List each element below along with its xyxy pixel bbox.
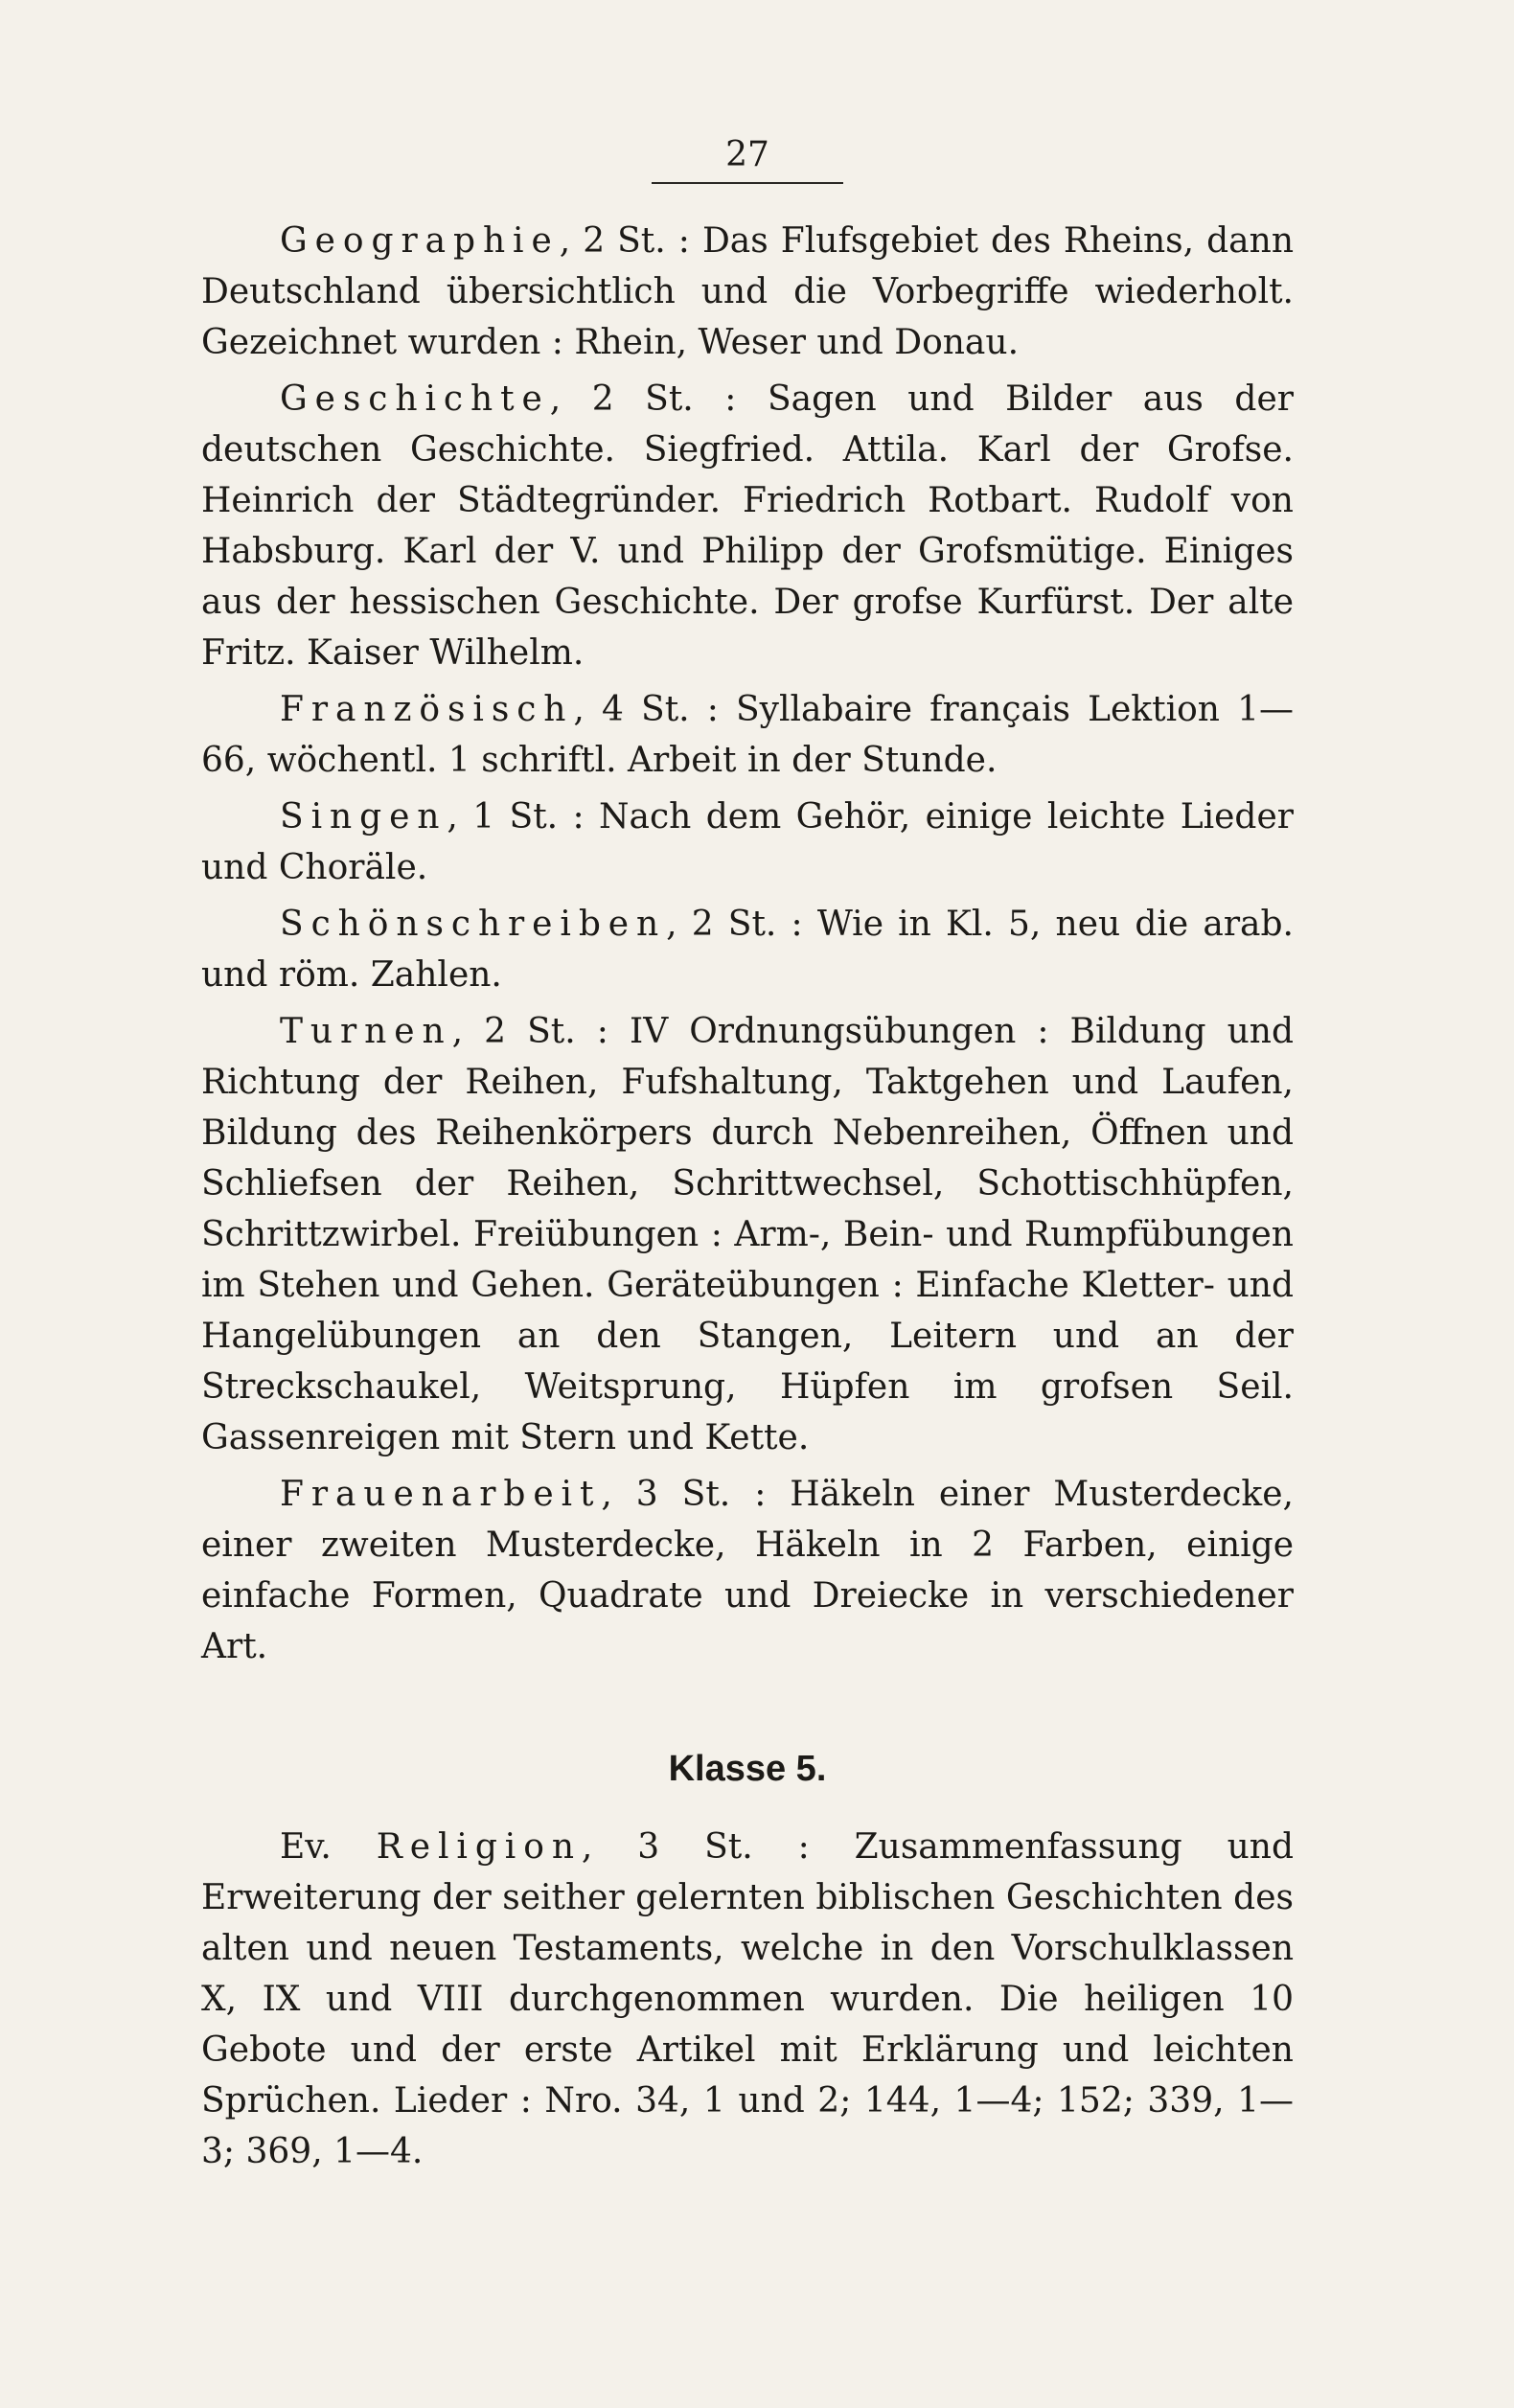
subject-prefix: Ev. <box>280 1827 377 1867</box>
paragraph-text: , 2 St. : Wie in Kl. 5, neu die arab. und röm. Zahlen. <box>201 905 1294 995</box>
header-rule <box>652 182 843 184</box>
subject-title: Frauenarbeit <box>280 1475 602 1514</box>
paragraph-geschichte <box>201 374 1294 678</box>
page-number: 27 <box>725 135 769 174</box>
subject-title: Geographie <box>280 221 560 261</box>
paragraph-text: , 2 St. : Sagen und Bilder aus der deutschen Geschichte. Siegfried. Attila. Karl der Grofse. Heinrich der Städtegründer. Friedrich Rotbart. Rudolf von Habsburg. Karl der V. und Philipp der Grofsmütige. Einiges aus der hessischen Geschichte. Der grofse Kurfürst. Der alte Fritz. Kaiser Wilhelm. <box>201 379 1294 673</box>
paragraph-geographie <box>201 216 1294 368</box>
paragraph-franzoesisch <box>201 684 1294 786</box>
paragraph-text: , 2 St. : IV Ordnungsübungen : Bildung und Richtung der Reihen, Fufshaltung, Taktgehen und Laufen, Bildung des Reihenkörpers durch Nebenreihen, Öffnen und Schliefsen der Reihen, Schrittwechsel, Schottischhüpfen, Schrittzwirbel. Freiübungen : Arm-, Bein- und Rumpfübungen im Stehen und Gehen. Geräteübungen : Einfache Kletter- und Hangelübungen an den Stangen, Leitern und an der Streckschaukel, Weitsprung, Hüpfen im grofsen Seil. Gassenreigen mit Stern und Kette. <box>201 1012 1294 1457</box>
paragraph-religion <box>201 1822 1294 2177</box>
section-heading: Klasse 5. <box>668 1749 827 1789</box>
paragraph-text: , 3 St. : Zusammenfassung und Erweiterung der seither gelernten biblischen Geschichten des alten und neuen Testaments, welche in den Vorschulklassen X, IX und VIII durchgenommen wurden. Die heiligen 10 Gebote und der erste Artikel mit Erklärung und leichten Sprüchen. Lieder : Nro. 34, 1 und 2; 144, 1—4; 152; 339, 1—3; 369, 1—4. <box>201 1827 1294 2171</box>
paragraph-schoenschreiben <box>201 899 1294 1000</box>
paragraph-text: , 4 St. : Syllabaire français Lektion 1—66, wöchentl. 1 schriftl. Arbeit in der Stunde. <box>201 690 1294 780</box>
page-header <box>652 132 843 184</box>
paragraph-text: , 3 St. : Häkeln einer Musterdecke, einer zweiten Musterdecke, Häkeln in 2 Farben, einige einfache Formen, Quadrate und Dreiecke in verschiedener Art. <box>201 1475 1294 1666</box>
subject-title: Schönschreiben <box>280 905 667 944</box>
page-body <box>201 216 1294 2183</box>
paragraph-frauenarbeit <box>201 1469 1294 1672</box>
subject-title: Singen <box>280 797 447 837</box>
subject-title: Geschichte <box>280 379 550 419</box>
paragraph-text: , 1 St. : Nach dem Gehör, einige leichte Lieder und Choräle. <box>201 797 1294 887</box>
subject-title: Turnen <box>280 1012 452 1051</box>
paragraph-text: , 2 St. : Das Flufsgebiet des Rheins, dann Deutschland übersichtlich und die Vorbegriffe wiederholt. Gezeichnet wurden : Rhein, Weser und Donau. <box>201 221 1294 362</box>
subject-title: Religion <box>376 1827 582 1867</box>
paragraph-turnen <box>201 1006 1294 1463</box>
subject-title: Französisch <box>280 690 574 729</box>
paragraph-singen <box>201 791 1294 893</box>
